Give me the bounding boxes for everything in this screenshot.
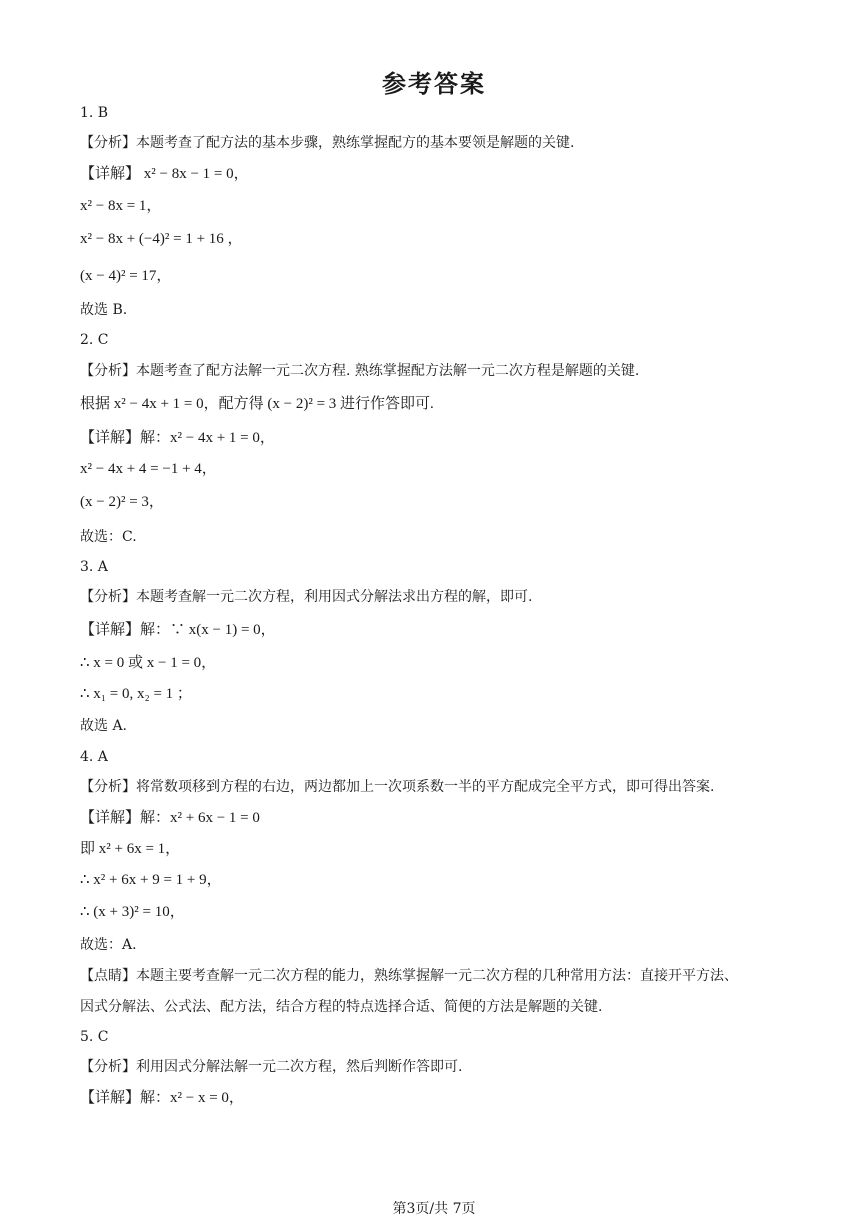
answer-5-label: 5. C [80, 1029, 109, 1045]
page-title: 参考答案 [382, 69, 486, 98]
answer-5-analysis: 【分析】利用因式分解法解一元二次方程，然后判断作答即可. [80, 1059, 463, 1075]
page-footer: 第3页/共 7页 [392, 1201, 476, 1217]
answer-2-label: 2. C [80, 332, 109, 348]
answer-2-choice: 故选：C. [80, 529, 137, 545]
answer-3-step: 【详解】解：∵ x(x − 1) = 0， [80, 622, 276, 638]
answer-3-step: ∴ x = 0 或 x − 1 = 0， [80, 655, 217, 671]
answer-5-step: 【详解】解：x² − x = 0， [80, 1090, 244, 1106]
answer-4-step: ∴ (x + 3)² = 10， [80, 904, 185, 920]
answer-2-hint: 根据 x² − 4x + 1 = 0，配方得 (x − 2)² = 3 进行作答即可. [80, 396, 434, 412]
answer-4-label: 4. A [80, 749, 108, 765]
answer-1-label: 1. B [80, 105, 109, 121]
answer-4-step: ∴ x² + 6x + 9 = 1 + 9， [80, 872, 222, 888]
answer-1-step: x² − 8x + (−4)² = 1 + 16 ， [80, 231, 243, 247]
answer-4-comment-cont: 因式分解法、公式法、配方法，结合方程的特点选择合适、简便的方法是解题的关键. [80, 999, 603, 1015]
answer-1-choice: 故选 B. [80, 302, 128, 318]
answer-3-step: ∴ x₁ = 0, x₂ = 1 ； [80, 686, 192, 702]
answer-3-analysis: 【分析】本题考查解一元二次方程，利用因式分解法求出方程的解，即可. [80, 589, 533, 605]
answer-2-analysis: 【分析】本题考查了配方法解一元二次方程. 熟练掌握配方法解一元二次方程是解题的关键. [80, 363, 640, 379]
answer-4-step: 【详解】解：x² + 6x − 1 = 0 [80, 810, 260, 826]
answer-3-label: 3. A [80, 559, 108, 575]
answer-1-step: x² − 8x = 1， [80, 198, 162, 214]
answer-1-step: 【详解】 x² − 8x − 1 = 0， [80, 166, 249, 182]
answer-4-step: 即 x² + 6x = 1， [80, 841, 181, 857]
answer-3-choice: 故选 A. [80, 718, 128, 734]
answer-1-analysis: 【分析】本题考查了配方法的基本步骤，熟练掌握配方的基本要领是解题的关键. [80, 135, 575, 151]
answer-4-comment: 【点睛】本题主要考查解一元二次方程的能力，熟练掌握解一元二次方程的几种常用方法：直接开平方法、 [80, 968, 738, 984]
answer-2-step: 【详解】解：x² − 4x + 1 = 0， [80, 430, 275, 446]
answer-1-step: (x − 4)² = 17， [80, 268, 172, 284]
answer-2-step: (x − 2)² = 3， [80, 494, 164, 510]
answer-4-choice: 故选：A. [80, 937, 137, 953]
answer-4-analysis: 【分析】将常数项移到方程的右边，两边都加上一次项系数一半的平方配成完全平方式，即可得出答案. [80, 779, 715, 795]
answer-2-step: x² − 4x + 4 = −1 + 4， [80, 461, 217, 477]
